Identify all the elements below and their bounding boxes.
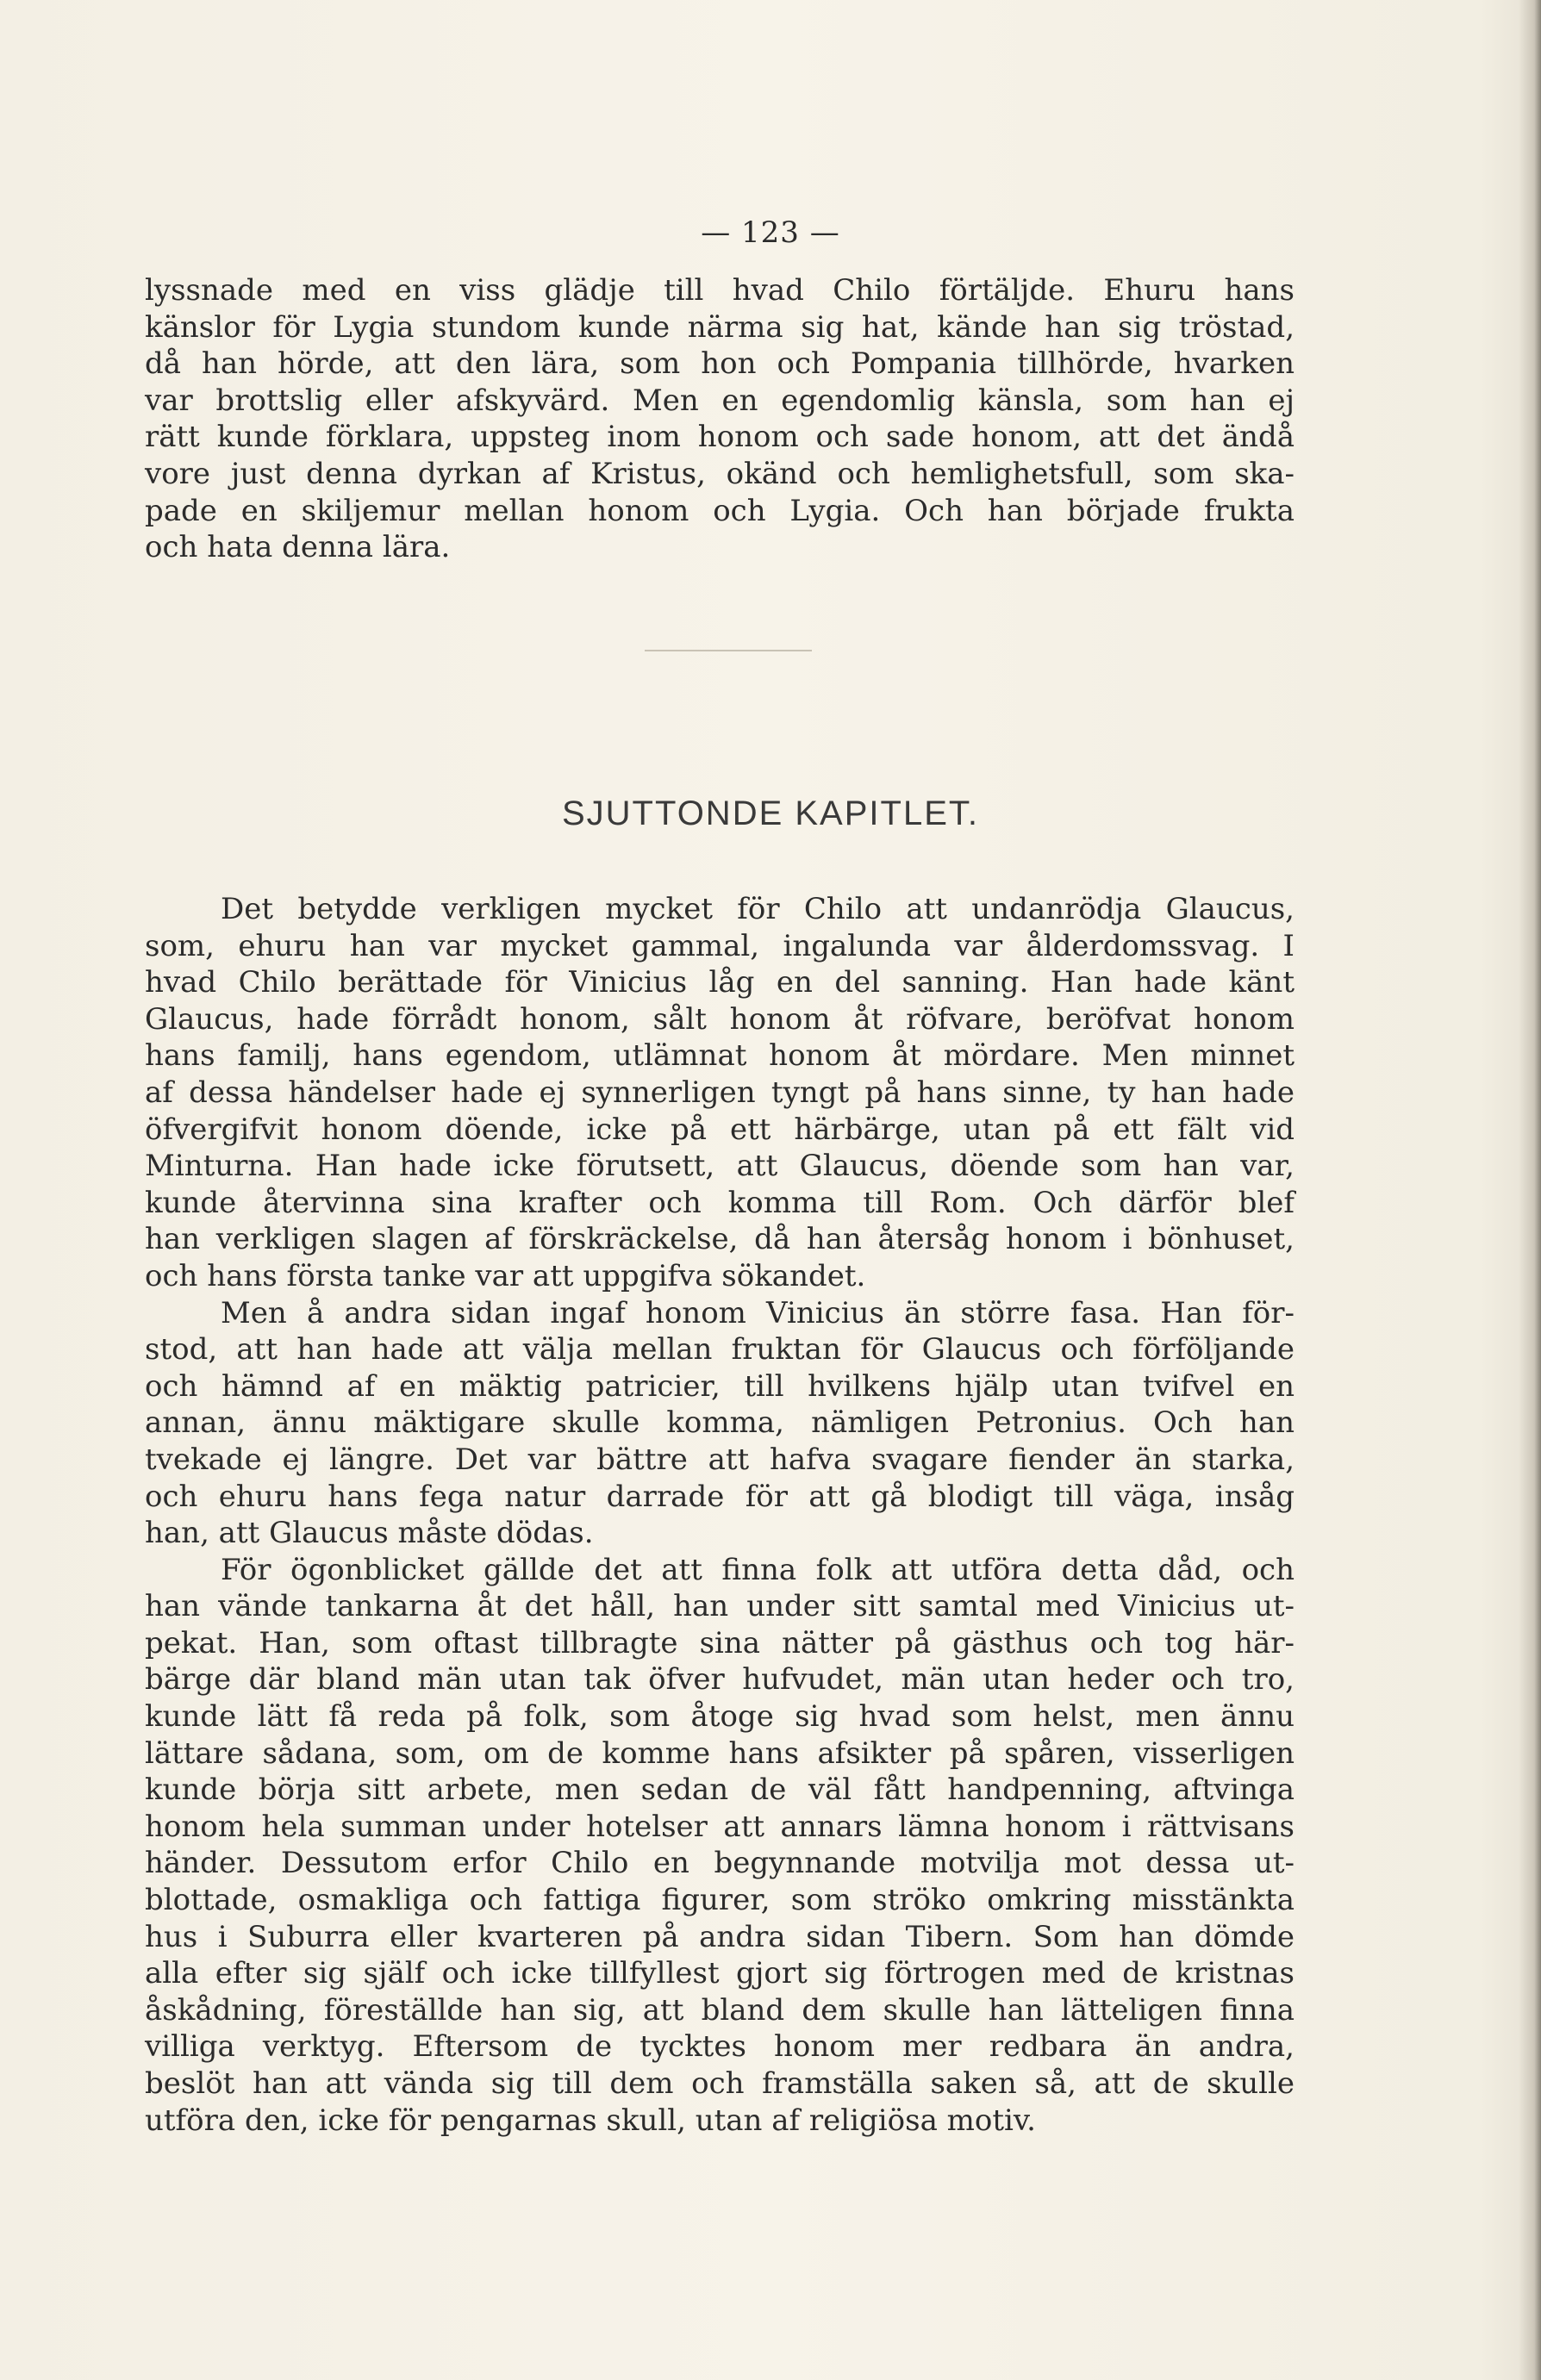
text-line: han verkligen slagen af förskräckelse, då han återsåg honom i bönhuset, <box>145 1222 1295 1257</box>
text-line: beslöt han att vända sig till dem och framställa saken så, att de skulle <box>145 2066 1295 2101</box>
text-line: kunde lätt få reda på folk, som åtoge sig hvad som helst, men ännu <box>145 1699 1295 1735</box>
text-line: villiga verktyg. Eftersom de tycktes honom mer redbara än andra, <box>145 2029 1295 2065</box>
text-line: annan, ännu mäktigare skulle komma, nämligen Petronius. Och han <box>145 1405 1295 1441</box>
text-line: som, ehuru han var mycket gammal, ingalunda var ålderdomssvag. I <box>145 928 1295 963</box>
text-line: För ögonblicket gällde det att finna folk att utföra detta dåd, och <box>221 1552 1295 1587</box>
text-line: var brottslig eller afskyvärd. Men en egendomlig känsla, som han ej <box>145 383 1295 418</box>
text-line: honom hela summan under hotelser att annars lämna honom i rättvisans <box>145 1809 1295 1844</box>
text-line: utföra den, icke för pengarnas skull, utan af religiösa motiv. <box>145 2103 1036 2138</box>
chapter-body <box>145 891 1295 2139</box>
text-line: pekat. Han, som oftast tillbragte sina nätter på gästhus och tog här- <box>145 1625 1295 1660</box>
text-line: vore just denna dyrkan af Kristus, okänd och hemlighetsfull, som ska- <box>145 456 1295 491</box>
top-paragraph <box>145 272 1295 566</box>
text-line: hans familj, hans egendom, utlämnat honom åt mördare. Men minnet <box>145 1038 1295 1074</box>
text-line: och hämnd af en mäktig patricier, till hvilkens hjälp utan tvifvel en <box>145 1368 1295 1404</box>
text-line: Minturna. Han hade icke förutsett, att Glaucus, döende som han var, <box>145 1149 1295 1184</box>
section-divider <box>645 650 812 651</box>
text-line: känslor för Lygia stundom kunde närma sig hat, kände han sig tröstad, <box>145 309 1295 345</box>
page-edge-shadow <box>1519 0 1541 2380</box>
chapter-heading: SJUTTONDE KAPITLET. <box>561 794 979 832</box>
text-line: hvad Chilo berättade för Vinicius låg en del sanning. Han hade känt <box>145 965 1295 1000</box>
text-line: kunde återvinna sina krafter och komma till Rom. Och därför blef <box>145 1185 1295 1220</box>
text-line: händer. Dessutom erfor Chilo en begynnande motvilja mot dessa ut- <box>145 1846 1295 1881</box>
text-line: lyssnade med en viss glädje till hvad Chilo förtäljde. Ehuru hans <box>145 273 1295 308</box>
text-line: Glaucus, hade förrådt honom, sålt honom åt röfvare, beröfvat honom <box>145 1001 1295 1037</box>
text-line: öfvergifvit honom döende, icke på ett härbärge, utan på ett fält vid <box>145 1112 1295 1147</box>
text-line: och ehuru hans fega natur darrade för att gå blodigt till väga, insåg <box>145 1479 1295 1514</box>
text-line: kunde börja sitt arbete, men sedan de väl fått handpenning, aftvinga <box>145 1773 1295 1808</box>
text-line: pade en skiljemur mellan honom och Lygia. Och han började frukta <box>145 493 1295 528</box>
text-line: han, att Glaucus måste dödas. <box>145 1516 594 1551</box>
page-number: — 123 — <box>701 215 840 250</box>
text-line: han vände tankarna åt det håll, han under sitt samtal med Vinicius ut- <box>145 1589 1295 1624</box>
text-line: och hans första tanke var att uppgifva sökandet. <box>145 1258 866 1293</box>
text-line: tvekade ej längre. Det var bättre att hafva svagare fiender än starka, <box>145 1442 1295 1477</box>
text-line: hus i Suburra eller kvarteren på andra sidan Tibern. Som han dömde <box>145 1919 1295 1954</box>
text-line: lättare sådana, som, om de komme hans afsikter på spåren, visserligen <box>145 1735 1295 1771</box>
text-line: alla efter sig själf och icke tillfyllest gjort sig förtrogen med de kristnas <box>145 1956 1295 1991</box>
text-line: bärge där bland män utan tak öfver hufvudet, män utan heder och tro, <box>145 1662 1295 1698</box>
text-line: Det betydde verkligen mycket för Chilo att undanrödja Glaucus, <box>221 892 1295 926</box>
text-line: stod, att han hade att välja mellan fruktan för Glaucus och förföljande <box>145 1332 1295 1368</box>
text-line: rätt kunde förklara, uppsteg inom honom och sade honom, att det ändå <box>145 420 1295 455</box>
text-line: och hata denna lära. <box>145 530 451 565</box>
text-line: åskådning, föreställde han sig, att bland dem skulle han lätteligen finna <box>145 1992 1295 2028</box>
text-line: af dessa händelser hade ej synnerligen tyngt på hans sinne, ty han hade <box>145 1075 1295 1110</box>
text-line: Men å andra sidan ingaf honom Vinicius än större fasa. Han för- <box>221 1295 1295 1330</box>
text-line: blottade, osmakliga och fattiga figurer, som ströko omkring misstänkta <box>145 1883 1295 1918</box>
text-line: då han hörde, att den lära, som hon och Pompania tillhörde, hvarken <box>145 346 1295 382</box>
